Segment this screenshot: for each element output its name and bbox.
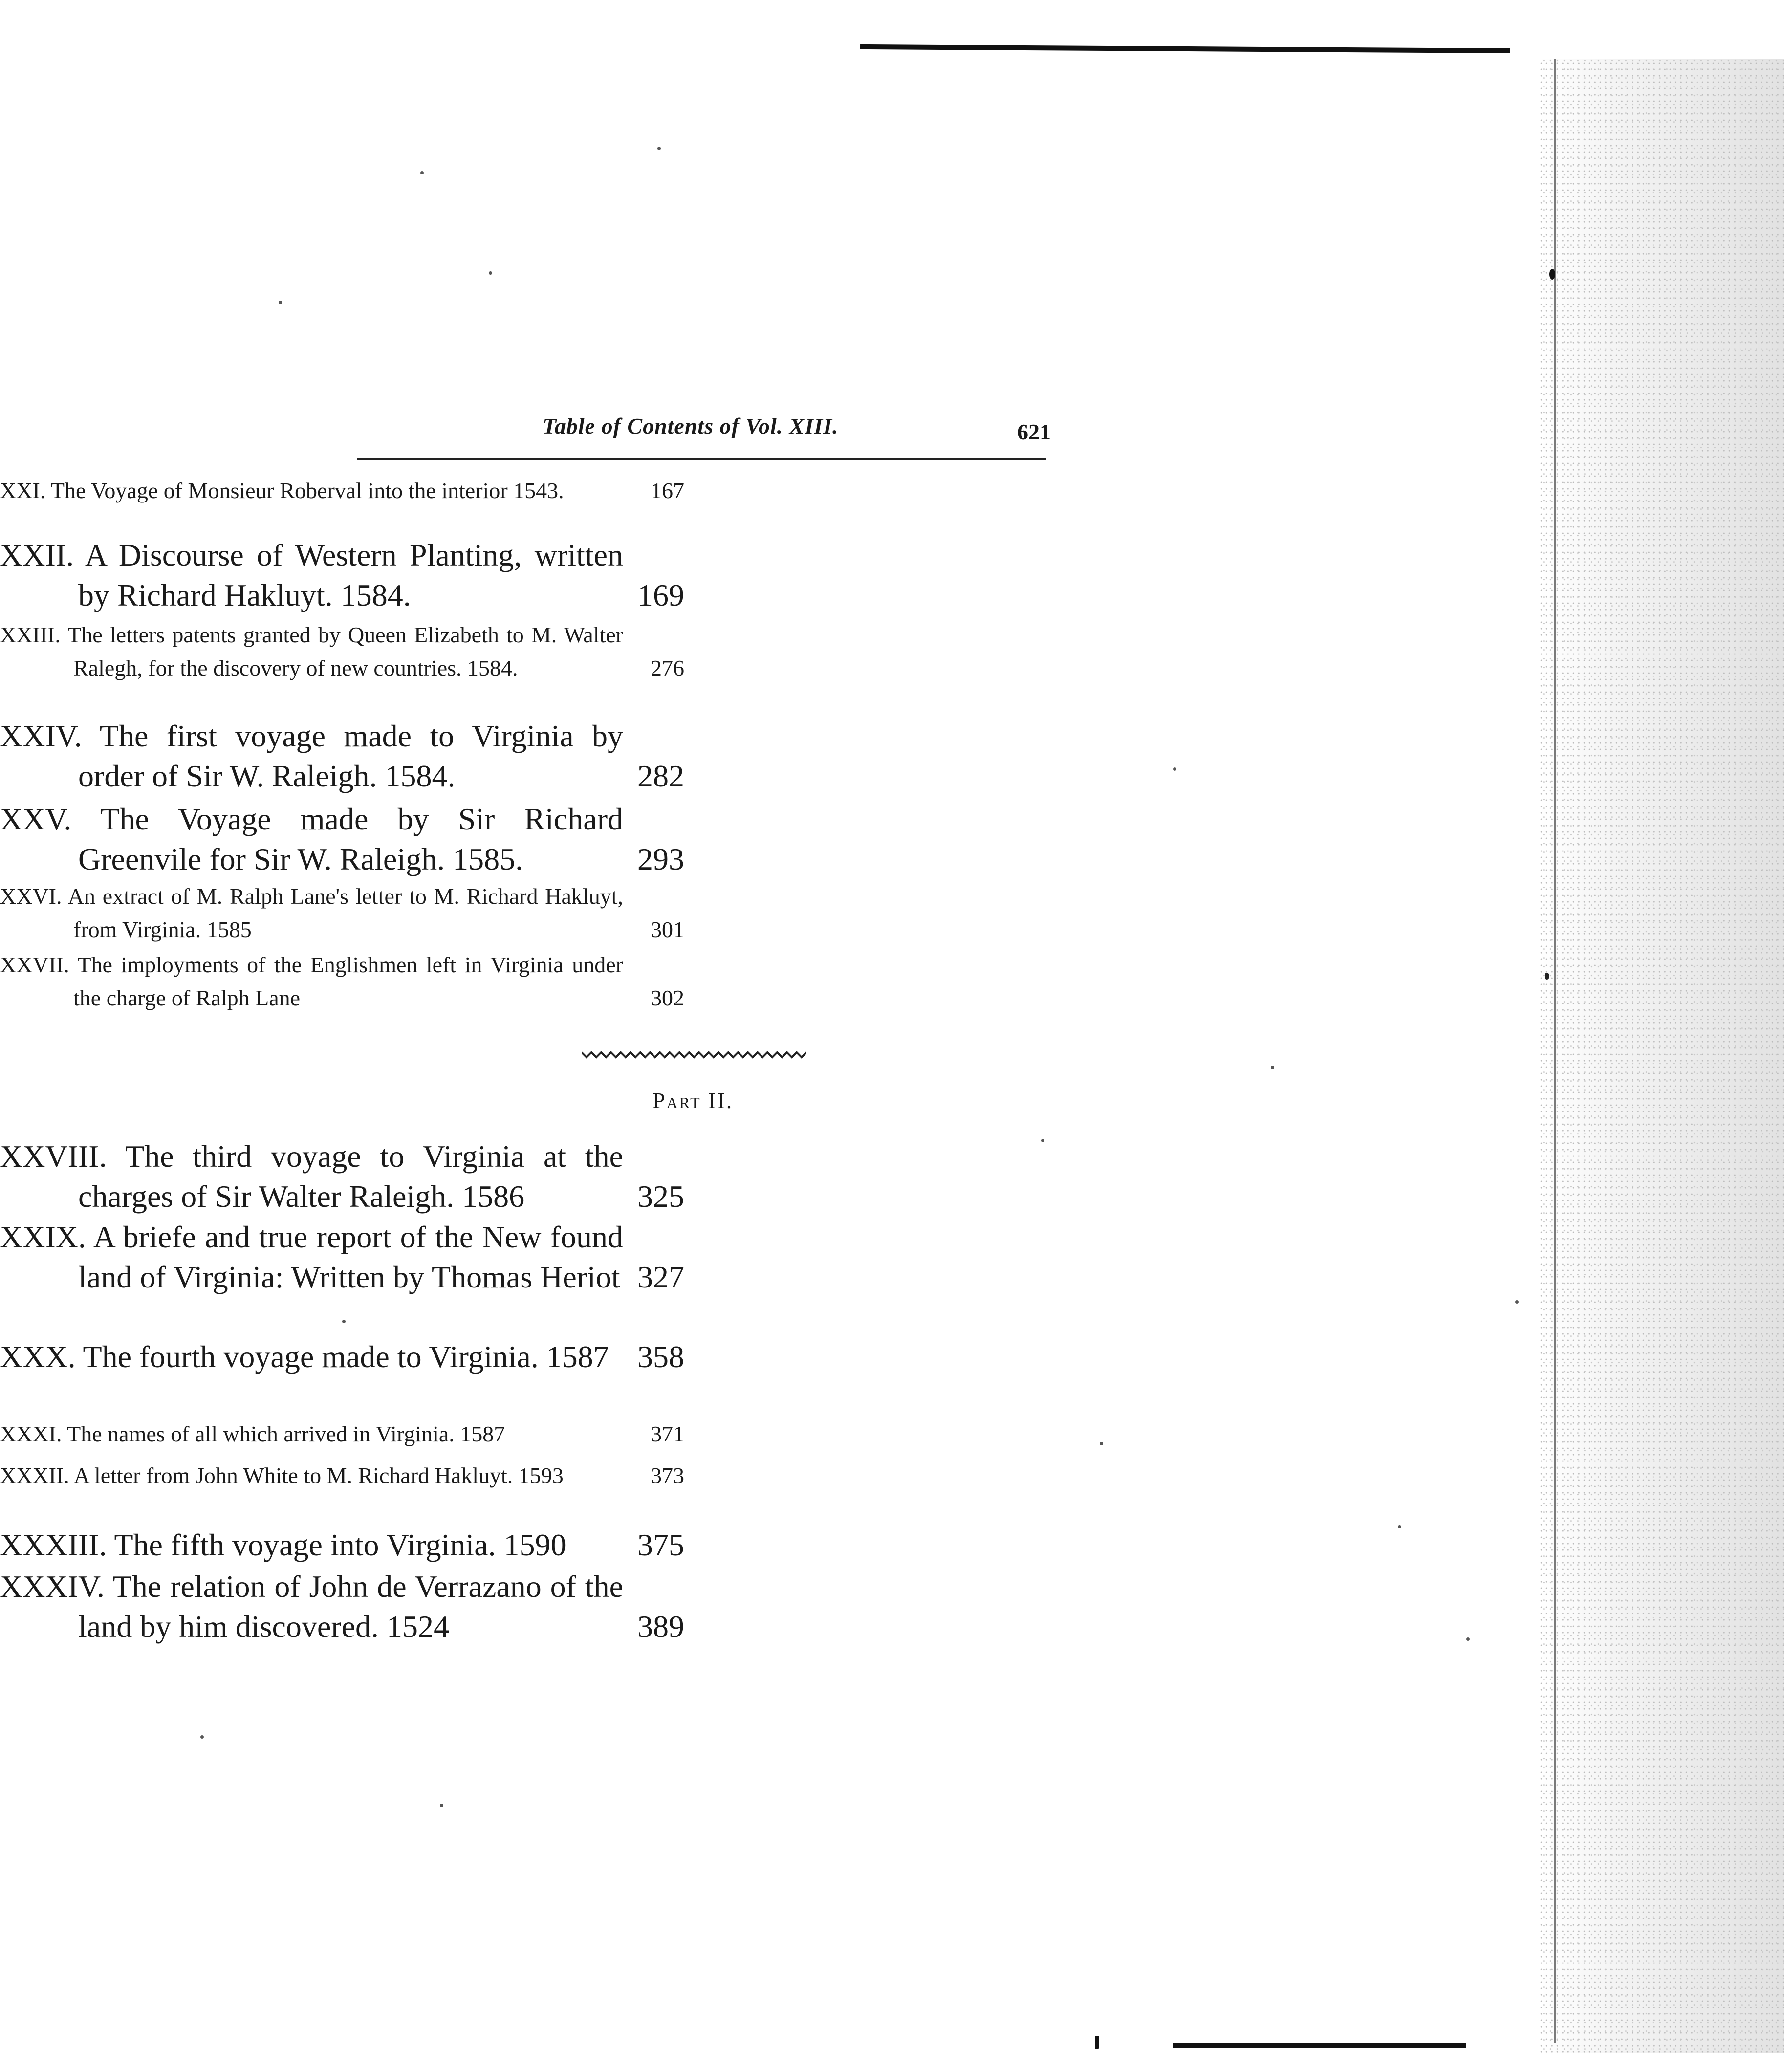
toc-entry-title: XXVIII. The third voyage to Virginia at the charges of Sir Walter Raleigh. 1586 [0,1139,623,1214]
toc-entry-title: XXVI. An extract of M. Ralph Lane's letter to M. Richard Hakluyt, from Virginia. 1585 [0,884,623,942]
toc-entry-title: XXXIV. The relation of John de Verrazano of the land by him discovered. 1524 [0,1569,623,1644]
toc-entry-page: 167 [651,478,684,503]
toc-entry [0,1567,684,1647]
toc-entry-title: XXIX. A briefe and true report of the New found land of Virginia: Written by Thomas Heriot [0,1220,623,1294]
toc-entry [0,618,684,685]
toc-entry-page: 325 [637,1179,684,1214]
toc-entry-title: XXVII. The imployments of the Englishmen left in Virginia under the charge of Ralph Lane [0,952,623,1010]
part-2-heading: Part II. [653,1088,734,1113]
toc-entry-page: 327 [637,1260,684,1294]
toc-entry-page: 375 [637,1527,684,1562]
toc-entry [0,474,684,507]
toc-entry [0,1418,684,1451]
toc-entry-title: XXIV. The first voyage made to Virginia by order of Sir W. Raleigh. 1584. [0,719,623,793]
toc-entry-title: XXII. A Discourse of Western Planting, written by Richard Hakluyt. 1584. [0,538,623,612]
toc-entry-title: XXX. The fourth voyage made to Virginia. 1587 [0,1339,609,1374]
page-edge-shadow [1540,59,1784,2053]
toc-entry-page: 276 [651,655,684,680]
toc-entry-page: 293 [637,842,684,876]
section-ornament [582,1050,806,1060]
page-number: 621 [1017,419,1051,444]
binding-mark-bottom [1173,2043,1466,2048]
toc-entry-title: XXXIII. The fifth voyage into Virginia. 1590 [0,1527,566,1562]
toc-entry-title: XXI. The Voyage of Monsieur Roberval into the interior 1543. [0,478,564,503]
toc-entry [0,1459,684,1492]
toc-entry-page: 302 [651,985,684,1010]
running-header [357,413,1051,452]
toc-entry-page: 169 [637,578,684,612]
toc-entry [0,880,684,946]
toc-entry [0,1525,684,1565]
toc-entry-title: XXXII. A letter from John White to M. Richard Hakluyt. 1593 [0,1463,564,1488]
toc-entry [0,799,684,879]
toc-entry-page: 389 [637,1609,684,1644]
toc-entry-title: XXV. The Voyage made by Sir Richard Greenvile for Sir W. Raleigh. 1585. [0,802,623,876]
toc-entry-page: 373 [651,1463,684,1488]
toc-entry [0,716,684,796]
toc-entry [0,535,684,615]
toc-entry-page: 282 [637,759,684,793]
toc-entry-page: 358 [637,1339,684,1374]
header-rule [357,458,1046,460]
toc-entry-title: XXXI. The names of all which arrived in Virginia. 1587 [0,1421,505,1446]
toc-entry [0,1217,684,1297]
binding-mark-top [860,44,1510,53]
toc-entry [0,1337,684,1377]
toc-entry [0,948,684,1015]
toc-entry-page: 301 [651,917,684,942]
running-title: Table of Contents of Vol. XIII. [543,414,839,438]
toc-entry [0,1136,684,1217]
toc-entry-title: XXIII. The letters patents granted by Queen Elizabeth to M. Walter Ralegh, for the discovery of new countries. 1584. [0,622,623,680]
toc-entry-page: 371 [651,1421,684,1446]
page-edge-line [1554,59,1556,2043]
